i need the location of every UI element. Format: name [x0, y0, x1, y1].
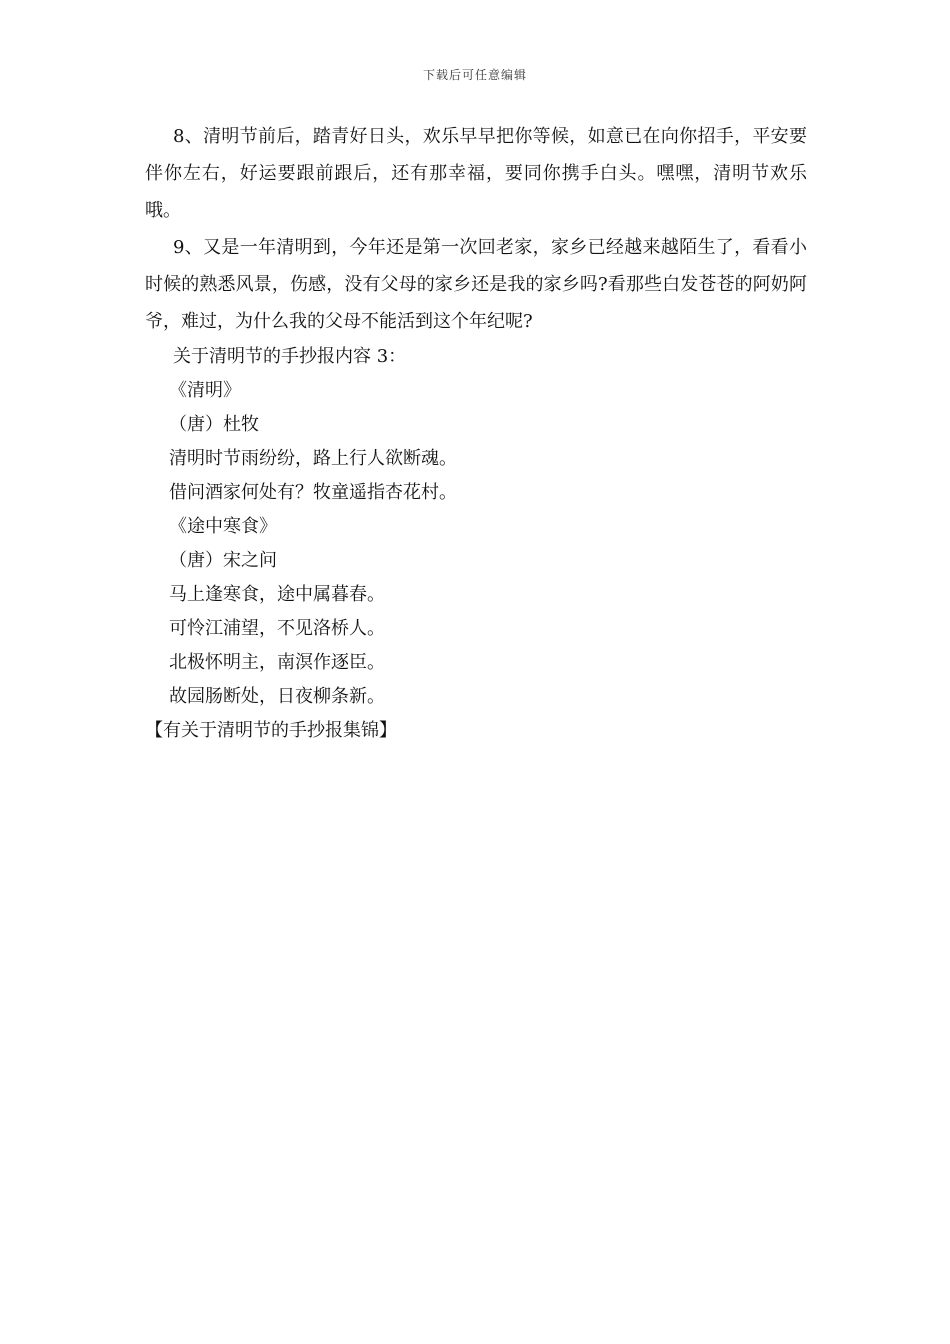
poem1-line: 清明时节雨纷纷，路上行人欲断魂。	[169, 448, 457, 469]
poem2-line: 马上逢寒食，途中属暮春。	[169, 584, 385, 605]
poem1-line: 借问酒家何处有？牧童遥指杏花村。	[169, 482, 457, 503]
poem1-author: （唐）杜牧	[169, 414, 259, 435]
paragraph-9: 9、又是一年清明到，今年还是第一次回老家，家乡已经越来越陌生了，看看小时候的熟悉风景，伤感，没有父母的家乡还是我的家乡吗?看那些白发苍苍的阿奶阿爷，难过，为什么我的父母不能活到这个年纪呢?	[145, 237, 807, 332]
poem1-title: 《清明》	[169, 380, 241, 401]
section-intro: 关于清明节的手抄报内容 3：	[173, 346, 407, 367]
poem2-line: 北极怀明主，南溟作逐臣。	[169, 652, 385, 673]
paragraph-8: 8、清明节前后，踏青好日头，欢乐早早把你等候，如意已在向你招手，平安要伴你左右，好运要跟前跟后，还有那幸福，要同你携手白头。嘿嘿，清明节欢乐哦。	[145, 126, 807, 221]
document-body	[145, 118, 807, 748]
footer-title: 【有关于清明节的手抄报集锦】	[145, 720, 397, 741]
poem2-author: （唐）宋之问	[169, 550, 277, 571]
page-header: 下载后可任意编辑	[422, 68, 527, 82]
poem2-line: 故园肠断处，日夜柳条新。	[169, 686, 385, 707]
poem2-line: 可怜江浦望，不见洛桥人。	[169, 618, 385, 639]
poem2-title: 《途中寒食》	[169, 516, 277, 537]
